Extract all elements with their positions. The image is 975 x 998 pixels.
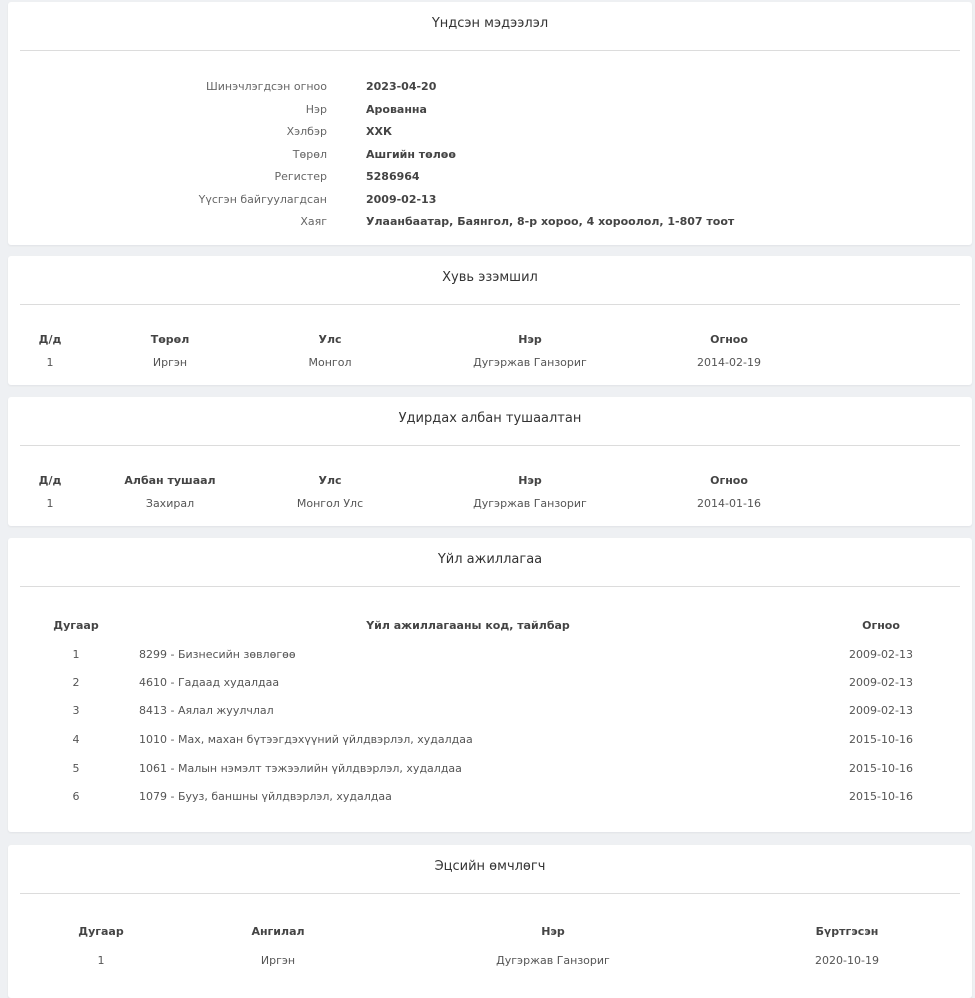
table-cell: 2020-10-19 — [815, 954, 879, 967]
basic-info-card — [8, 2, 972, 245]
divider — [20, 304, 960, 305]
column-header: Төрөл — [150, 333, 190, 346]
info-row-founded — [8, 193, 972, 211]
info-value: Улаанбаатар, Баянгол, 8-р хороо, 4 хороолол, 1-807 тоот — [366, 215, 735, 228]
column-header: Үйл ажиллагааны код, тайлбар — [366, 619, 570, 632]
beneficial-owner-card — [8, 845, 972, 998]
info-row-updated — [8, 80, 972, 98]
info-row-name — [8, 103, 972, 121]
info-row-register — [8, 170, 972, 188]
table-cell: 6 — [72, 790, 80, 803]
table-cell: 1061 - Малын нэмэлт тэжээлийн үйлдвэрлэл, худалдаа — [139, 762, 462, 775]
column-header: Дугаар — [78, 925, 124, 938]
table-cell: Дугэржав Ганзориг — [473, 356, 587, 369]
table-cell: 8413 - Аялал жуулчлал — [139, 704, 274, 717]
column-header: Ангилал — [251, 925, 305, 938]
divider — [20, 893, 960, 894]
info-value: 2009-02-13 — [366, 193, 437, 206]
column-header: Нэр — [541, 925, 565, 938]
column-header: Огноо — [710, 333, 748, 346]
table-cell: 2015-10-16 — [849, 790, 913, 803]
table-cell: 4610 - Гадаад худалдаа — [139, 676, 280, 689]
info-value: 5286964 — [366, 170, 420, 183]
table-cell: 3 — [72, 704, 80, 717]
table-cell: 1079 - Бууз, баншны үйлдвэрлэл, худалдаа — [139, 790, 392, 803]
share-ownership-title: Хувь эзэмшил — [442, 270, 538, 285]
info-row-form — [8, 125, 972, 143]
table-cell: Дугэржав Ганзориг — [496, 954, 610, 967]
info-row-address — [8, 215, 972, 233]
table-cell: 2015-10-16 — [849, 762, 913, 775]
management-title: Удирдах албан тушаалтан — [398, 411, 582, 426]
management-card — [8, 397, 972, 526]
share-ownership-card — [8, 256, 972, 385]
info-label: Регистер — [274, 170, 327, 183]
basic-info-title: Үндсэн мэдээлэл — [431, 16, 549, 31]
info-label: Нэр — [305, 103, 327, 116]
column-header: Албан тушаал — [124, 474, 216, 487]
table-cell: 1010 - Мах, махан бүтээгдэхүүний үйлдвэрлэл, худалдаа — [139, 733, 473, 746]
info-label: Төрөл — [292, 148, 327, 161]
table-cell: Иргэн — [152, 356, 188, 369]
table-cell: 1 — [46, 356, 54, 369]
info-label: Үүсгэн байгуулагдсан — [198, 193, 327, 206]
table-cell: 2009-02-13 — [849, 676, 913, 689]
column-header: Огноо — [710, 474, 748, 487]
info-row-type — [8, 148, 972, 166]
activities-card — [8, 538, 972, 832]
activities-title: Үйл ажиллагаа — [437, 552, 543, 567]
table-cell: 2009-02-13 — [849, 648, 913, 661]
info-value: Ашгийн төлөө — [366, 148, 456, 161]
column-header: Улс — [318, 333, 342, 346]
table-cell: Дугэржав Ганзориг — [473, 497, 587, 510]
column-header: Нэр — [518, 474, 542, 487]
info-label: Шинэчлэгдсэн огноо — [205, 80, 327, 93]
table-cell: Монгол — [308, 356, 352, 369]
table-cell: 4 — [72, 733, 80, 746]
table-cell: 5 — [72, 762, 80, 775]
column-header: Д/д — [38, 333, 62, 346]
column-header: Бүртгэсэн — [815, 925, 879, 938]
table-cell: 1 — [46, 497, 54, 510]
table-cell: 8299 - Бизнесийн зөвлөгөө — [139, 648, 296, 661]
table-cell: 2014-02-19 — [697, 356, 761, 369]
info-label: Хаяг — [300, 215, 327, 228]
beneficial-owner-title: Эцсийн өмчлөгч — [434, 859, 546, 874]
table-cell: 2014-01-16 — [697, 497, 761, 510]
column-header: Дугаар — [53, 619, 99, 632]
column-header: Д/д — [38, 474, 62, 487]
info-value: Арованна — [366, 103, 427, 116]
table-cell: 2015-10-16 — [849, 733, 913, 746]
table-cell: Монгол Улс — [296, 497, 364, 510]
table-cell: 2009-02-13 — [849, 704, 913, 717]
divider — [20, 50, 960, 51]
column-header: Огноо — [862, 619, 900, 632]
info-label: Хэлбэр — [286, 125, 327, 138]
table-cell: 1 — [97, 954, 105, 967]
info-value: ХХК — [366, 125, 392, 138]
table-cell: 2 — [72, 676, 80, 689]
table-cell: Захирал — [145, 497, 195, 510]
divider — [20, 445, 960, 446]
column-header: Улс — [318, 474, 342, 487]
column-header: Нэр — [518, 333, 542, 346]
info-value: 2023-04-20 — [366, 80, 437, 93]
table-cell: Иргэн — [260, 954, 296, 967]
divider — [20, 586, 960, 587]
table-cell: 1 — [72, 648, 80, 661]
